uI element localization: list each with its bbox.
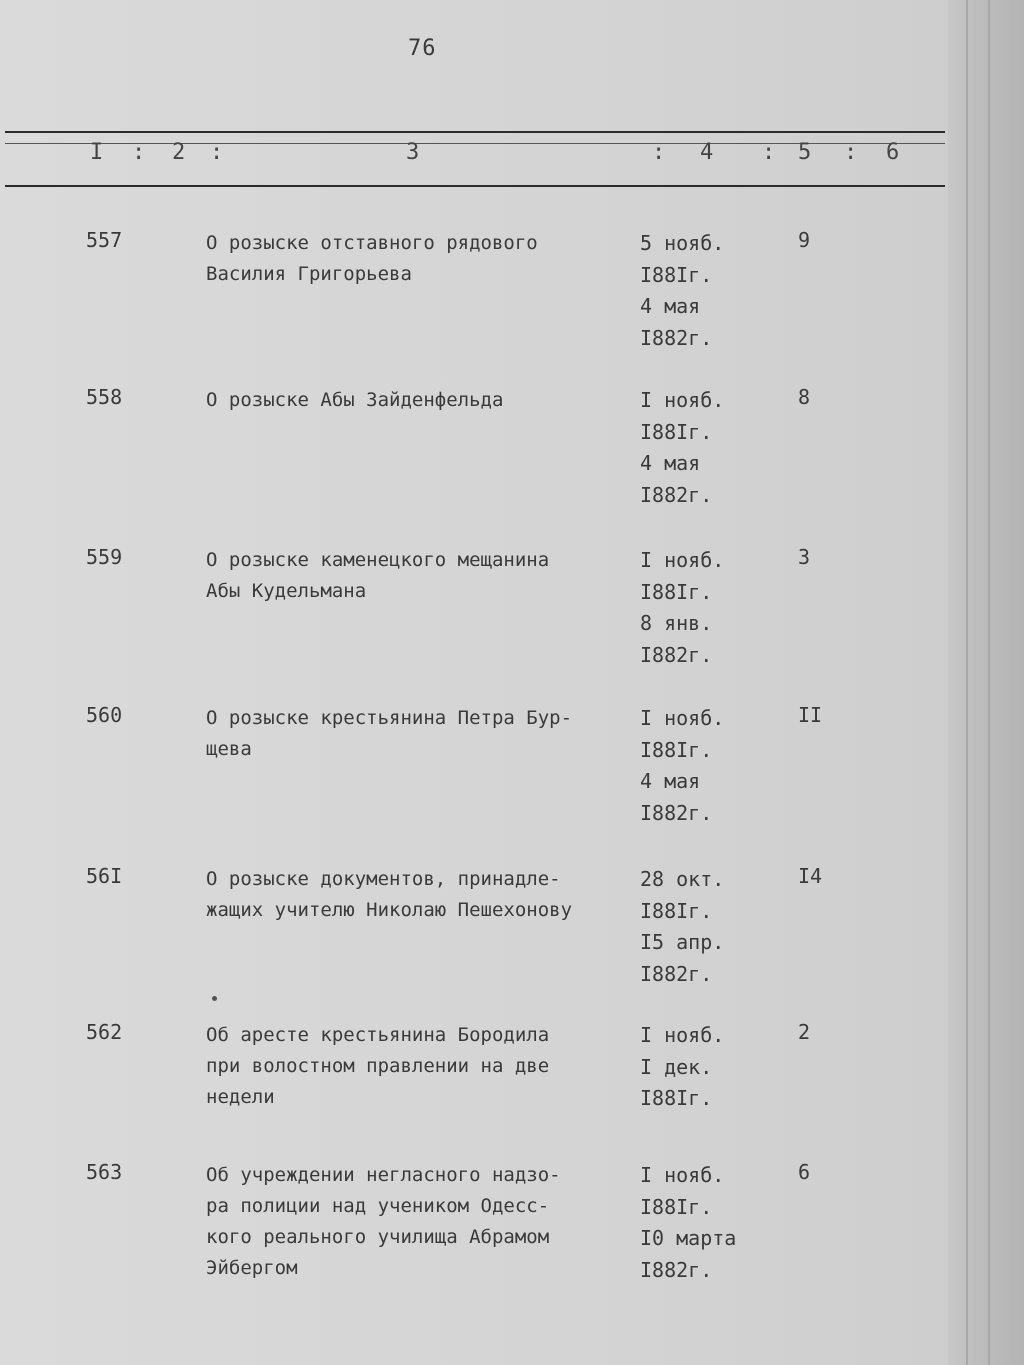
case-title-line: Абы Кудельмана <box>206 580 367 602</box>
sheet-count: 2 <box>798 1020 811 1044</box>
table-header-rule <box>5 185 945 187</box>
case-date-line: I882г. <box>640 642 713 667</box>
sheet-count: II <box>798 703 823 727</box>
case-title-line: Василия Григорьева <box>206 263 412 285</box>
case-title-line: О розыске отставного рядового <box>206 232 538 254</box>
case-number: 560 <box>86 703 123 727</box>
case-date-line: I дек. <box>640 1054 713 1079</box>
case-date-line: 5 нояб. <box>640 231 725 255</box>
case-title-line: недели <box>206 1086 275 1108</box>
case-title-line: щева <box>206 738 252 760</box>
case-title <box>206 1160 636 1284</box>
case-date-line: I88Iг. <box>640 898 713 923</box>
case-dates <box>640 385 724 511</box>
case-number: 562 <box>86 1020 123 1044</box>
case-date-line: I нояб. <box>640 548 725 572</box>
case-date-line: I882г. <box>640 800 713 825</box>
column-separator: : <box>844 140 858 165</box>
column-separator: : <box>762 140 776 165</box>
case-date-line: I882г. <box>640 1257 713 1282</box>
case-title-line: ра полиции над учеником Одесс- <box>206 1195 550 1217</box>
case-title <box>206 545 636 607</box>
column-header-2: 2 <box>172 140 186 165</box>
page-edge-line <box>966 0 968 1365</box>
page-edge-line <box>988 0 990 1365</box>
case-date-line: I882г. <box>640 961 713 986</box>
column-header-1: I <box>90 140 104 165</box>
case-title-line: Об учреждении негласного надзо- <box>206 1164 561 1186</box>
case-date-line: 4 мая <box>640 451 701 475</box>
column-header-3: 3 <box>406 140 420 165</box>
next-page-edge <box>948 0 1024 1365</box>
case-date-line: 4 мая <box>640 294 701 318</box>
case-title-line: О розыске крестьянина Петра Бур- <box>206 707 573 729</box>
case-dates <box>640 864 724 990</box>
case-date-line: 28 окт. <box>640 867 725 891</box>
case-date-line: I5 апр. <box>640 930 725 954</box>
column-separator: : <box>652 140 666 165</box>
case-title <box>206 703 636 765</box>
case-title-line: О розыске Абы Зайденфельда <box>206 389 504 411</box>
case-title-line: жащих учителю Николаю Пешехонову <box>206 899 573 921</box>
ink-dot <box>212 996 217 1001</box>
case-date-line: 8 янв. <box>640 611 713 635</box>
case-title-line: О розыске документов, принадле- <box>206 868 561 890</box>
sheet-count: 3 <box>798 545 811 569</box>
case-title <box>206 385 636 416</box>
case-title-line: Об аресте крестьянина Бородила <box>206 1024 550 1046</box>
column-separator: : <box>132 140 146 165</box>
sheet-count: 6 <box>798 1160 811 1184</box>
case-date-line: I нояб. <box>640 1163 725 1187</box>
case-date-line: I88Iг. <box>640 262 713 287</box>
case-date-line: I88Iг. <box>640 737 713 762</box>
page-number: 76 <box>408 36 437 61</box>
sheet-count: I4 <box>798 864 823 888</box>
case-number: 563 <box>86 1160 123 1184</box>
case-date-line: I88Iг. <box>640 419 713 444</box>
column-separator: : <box>210 140 224 165</box>
case-title-line: кого реального училища Абрамом <box>206 1226 550 1248</box>
column-header-6: 6 <box>886 140 900 165</box>
case-date-line: I нояб. <box>640 1023 725 1047</box>
case-title-line: О розыске каменецкого мещанина <box>206 549 550 571</box>
column-header-4: 4 <box>700 140 714 165</box>
case-number: 558 <box>86 385 123 409</box>
case-number: 559 <box>86 545 123 569</box>
sheet-count: 9 <box>798 228 811 252</box>
case-date-line: I88Iг. <box>640 1194 713 1219</box>
sheet-count: 8 <box>798 385 811 409</box>
case-date-line: 4 мая <box>640 769 701 793</box>
case-date-line: I88Iг. <box>640 579 713 604</box>
case-dates <box>640 1160 736 1286</box>
case-title-line: при волостном правлении на две <box>206 1055 550 1077</box>
case-date-line: I882г. <box>640 325 713 350</box>
case-date-line: I88Iг. <box>640 1086 713 1110</box>
case-date-line: I882г. <box>640 482 713 507</box>
case-dates <box>640 228 724 354</box>
case-title <box>206 864 636 926</box>
case-date-line: I нояб. <box>640 706 725 730</box>
case-number: 56I <box>86 864 123 888</box>
case-number: 557 <box>86 228 123 252</box>
case-date-line: I нояб. <box>640 388 725 412</box>
case-title-line: Эйбергом <box>206 1257 298 1279</box>
case-title <box>206 228 636 290</box>
table-top-rule <box>5 131 945 133</box>
case-dates <box>640 703 724 829</box>
case-title <box>206 1020 636 1113</box>
case-dates <box>640 545 724 671</box>
column-header-5: 5 <box>798 140 812 165</box>
case-dates <box>640 1020 724 1115</box>
case-date-line: I0 марта <box>640 1226 737 1250</box>
